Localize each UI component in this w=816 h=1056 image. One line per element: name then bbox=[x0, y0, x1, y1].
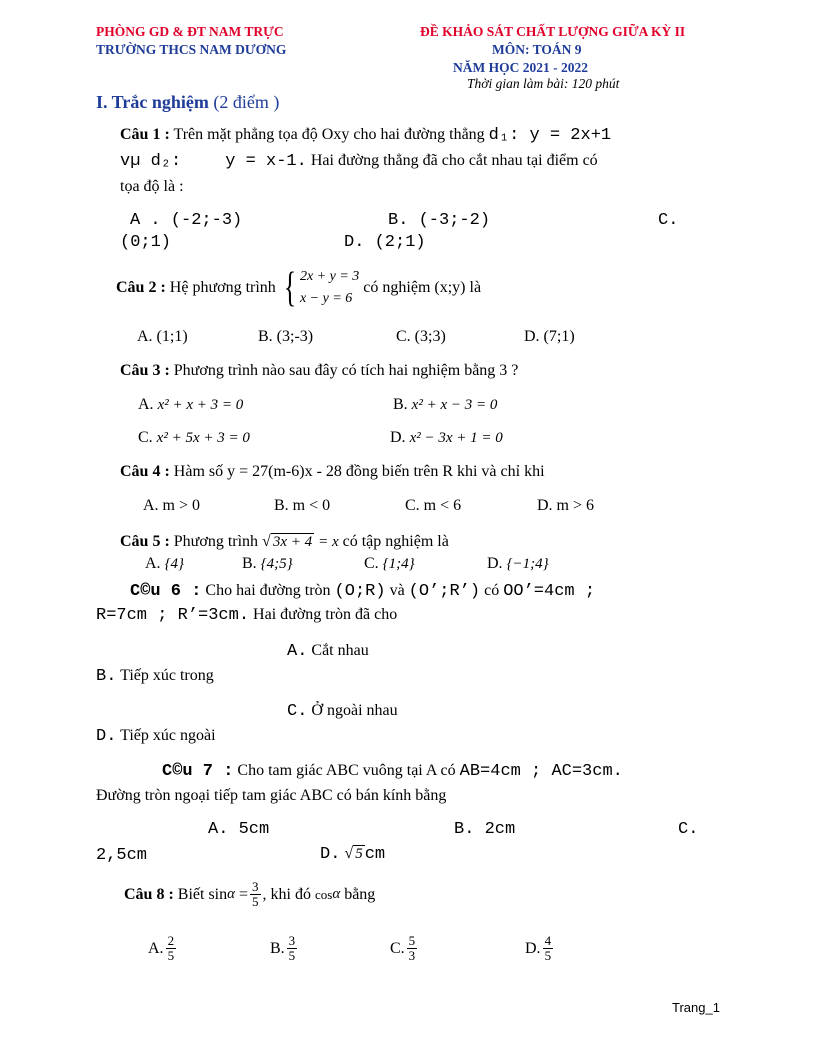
question-3-option-a-eq: x² + x + 3 = 0 bbox=[157, 397, 244, 413]
exam-title: ĐỀ KHẢO SÁT CHẤT LƯỢNG GIỮA KỲ II bbox=[420, 24, 686, 39]
question-4-text: Hàm số y = 27(m-6)x - 28 đồng biến trên R khi và chỉ khi bbox=[173, 463, 545, 480]
question-3-option-d-eq: x² − 3x + 1 = 0 bbox=[409, 430, 503, 446]
question-5-sqrt bbox=[262, 533, 314, 551]
question-8-option-d bbox=[525, 934, 555, 963]
question-8-option-b-den: 5 bbox=[288, 948, 296, 963]
question-2-text: Hệ phương trình bbox=[169, 279, 276, 296]
question-8-alpha: α bbox=[227, 886, 235, 902]
question-8-text: , khi đó bbox=[262, 885, 311, 903]
question-3-option-d-label: D. bbox=[390, 429, 406, 446]
question-6-option-d-text: Tiếp xúc ngoài bbox=[120, 727, 216, 744]
question-1-text-2: Hai đường thẳng đã cho cắt nhau tại điểm có bbox=[310, 152, 598, 169]
question-1-option-d: D. (2;1) bbox=[344, 233, 426, 252]
question-6-has: có bbox=[484, 582, 500, 599]
question-7-text: Cho tam giác ABC vuông tại A có bbox=[237, 762, 456, 779]
question-7-option-d bbox=[320, 845, 385, 864]
question-6-circle-1: (O;R) bbox=[334, 582, 386, 601]
question-1-line-1 bbox=[120, 126, 611, 145]
question-1-eq2: y = x-1. bbox=[225, 152, 307, 171]
question-8-fraction bbox=[250, 880, 261, 909]
question-6-label: C©u 6 : bbox=[130, 582, 202, 601]
question-3-option-c-label: C. bbox=[138, 429, 153, 446]
question-6-and: và bbox=[389, 582, 405, 599]
question-1-option-c: (0;1) bbox=[120, 233, 172, 252]
question-6-option-a bbox=[287, 642, 369, 661]
question-6-option-b-text: Tiếp xúc trong bbox=[120, 667, 214, 684]
question-8-option-b bbox=[270, 934, 299, 963]
question-1-eq1: d₁: y = 2x+1 bbox=[488, 126, 612, 145]
question-6-option-a-text: Cắt nhau bbox=[311, 642, 369, 659]
question-4-option-a: A. m > 0 bbox=[143, 497, 201, 514]
question-3-option-b-eq: x² + x − 3 = 0 bbox=[411, 397, 498, 413]
question-8-option-d-den: 5 bbox=[544, 948, 552, 963]
question-1-option-c-label: C. bbox=[658, 211, 679, 230]
question-8-text-2: bằng bbox=[344, 885, 376, 903]
question-6-option-b-label: B. bbox=[96, 667, 117, 686]
sqrt-icon: √ bbox=[262, 533, 271, 550]
question-8-option-a-den: 5 bbox=[167, 948, 175, 963]
question-5-option-a-label: A. bbox=[145, 555, 161, 572]
question-7-option-c: 2,5cm bbox=[96, 846, 148, 865]
question-8-option-a-frac bbox=[166, 934, 177, 963]
question-8-option-b-num: 3 bbox=[288, 933, 296, 948]
question-5-text: Phương trình bbox=[173, 533, 259, 550]
question-6-option-c-text: Ở ngoài nhau bbox=[311, 702, 398, 719]
question-5-option-a bbox=[145, 555, 184, 573]
question-8-den: 5 bbox=[252, 894, 259, 909]
question-5-option-a-set: {4} bbox=[164, 556, 185, 572]
question-7-line-2: Đường tròn ngoại tiếp tam giác ABC có bán kính bằng bbox=[96, 787, 447, 804]
question-5-option-b-label: B. bbox=[242, 555, 257, 572]
question-6-option-b bbox=[96, 667, 214, 686]
question-6-text: Cho hai đường tròn bbox=[205, 582, 331, 599]
question-3-option-a bbox=[138, 396, 243, 414]
question-5-option-c-set: {1;4} bbox=[382, 556, 415, 572]
question-5-radicand: 3x + 4 bbox=[272, 534, 313, 550]
question-5-option-d-set: {−1;4} bbox=[506, 556, 549, 572]
question-7-option-d-unit: cm bbox=[364, 845, 386, 864]
question-8-line bbox=[124, 880, 375, 909]
question-2-option-d: D. (7;1) bbox=[524, 328, 575, 345]
school-name: TRƯỜNG THCS NAM DƯƠNG bbox=[96, 42, 287, 57]
question-6-option-c bbox=[287, 702, 398, 721]
question-2-eq-top: 2x + y = 3 bbox=[299, 269, 360, 284]
question-7-option-d-sqrt bbox=[344, 845, 364, 863]
question-1-and: vµ d₂: bbox=[120, 152, 182, 171]
question-2-system bbox=[280, 266, 360, 310]
question-6-option-a-label: A. bbox=[287, 642, 308, 661]
question-8-eq: = bbox=[239, 885, 249, 903]
question-3-line bbox=[120, 362, 518, 380]
question-8-option-c-num: 5 bbox=[408, 933, 416, 948]
question-8-option-c-label: C. bbox=[390, 939, 405, 957]
section-title-text: I. Trắc nghiệm bbox=[96, 92, 209, 112]
brace-icon: { bbox=[283, 265, 296, 311]
question-6-circle-2: (O’;R’) bbox=[408, 582, 481, 601]
question-8-option-d-num: 4 bbox=[544, 933, 552, 948]
question-1-text: Trên mặt phẳng tọa độ Oxy cho hai đường thẳng bbox=[173, 126, 485, 143]
question-4-label: Câu 4 : bbox=[120, 463, 170, 480]
question-8-cos: cos bbox=[314, 886, 333, 902]
question-2-option-b: B. (3;-3) bbox=[258, 328, 314, 345]
exam-subject: MÔN: TOÁN 9 bbox=[492, 42, 582, 57]
question-5-option-b-set: {4;5} bbox=[260, 556, 293, 572]
question-8-option-b-label: B. bbox=[270, 939, 285, 957]
question-6-option-c-label: C. bbox=[287, 702, 308, 721]
question-4-option-d: D. m > 6 bbox=[537, 497, 595, 514]
question-5-text-2: có tập nghiệm là bbox=[342, 533, 449, 550]
question-7-option-d-label: D. bbox=[320, 845, 341, 864]
question-3-option-a-label: A. bbox=[138, 396, 154, 413]
school-department: PHÒNG GD & ĐT NAM TRỰC bbox=[96, 24, 284, 39]
question-3-option-b bbox=[393, 396, 497, 414]
question-7-option-c-label: C. bbox=[678, 820, 699, 839]
question-7-option-a: A. 5cm bbox=[208, 820, 270, 839]
question-5-line bbox=[120, 533, 449, 551]
question-2-text-2: có nghiệm (x;y) là bbox=[363, 279, 482, 296]
question-4-line bbox=[120, 463, 545, 481]
question-6-radii: R=7cm ; R’=3cm. bbox=[96, 606, 250, 625]
section-title bbox=[96, 92, 279, 113]
question-3-text: Phương trình nào sau đây có tích hai nghiệm bằng 3 ? bbox=[173, 362, 519, 379]
question-8-option-c bbox=[390, 934, 419, 963]
question-2-option-c: C. (3;3) bbox=[396, 328, 446, 345]
exam-duration: Thời gian làm bài: 120 phút bbox=[467, 76, 620, 91]
question-8-alpha-2: α bbox=[332, 886, 341, 902]
question-1-line-3: tọa độ là : bbox=[120, 178, 184, 195]
question-3-label: Câu 3 : bbox=[120, 362, 170, 379]
question-5-option-c-label: C. bbox=[364, 555, 379, 572]
question-1-option-b: B. (-3;-2) bbox=[388, 211, 491, 230]
question-4-option-b: B. m < 0 bbox=[274, 497, 331, 514]
question-6-distance: OO’=4cm ; bbox=[503, 582, 596, 601]
question-3-option-b-label: B. bbox=[393, 396, 408, 413]
question-1-label: Câu 1 : bbox=[120, 126, 170, 143]
question-8-num: 3 bbox=[252, 879, 259, 894]
question-1-option-a: A . (-2;-3) bbox=[130, 211, 243, 230]
question-8-option-d-frac bbox=[543, 934, 554, 963]
sqrt-icon: √ bbox=[344, 845, 354, 862]
question-6-line-1 bbox=[130, 582, 595, 601]
question-3-option-c-eq: x² + 5x + 3 = 0 bbox=[156, 430, 250, 446]
question-6-text-2: Hai đường tròn đã cho bbox=[253, 606, 398, 623]
question-2-label: Câu 2 : bbox=[116, 279, 166, 296]
question-8-option-a-num: 2 bbox=[167, 933, 175, 948]
question-6-line-2 bbox=[96, 606, 397, 625]
question-7-option-d-radicand: 5 bbox=[355, 846, 363, 862]
question-8-option-a-label: A. bbox=[148, 939, 164, 957]
question-2-option-a: A. (1;1) bbox=[137, 328, 188, 345]
question-2-line bbox=[116, 266, 481, 310]
question-6-option-d-label: D. bbox=[96, 727, 117, 746]
question-5-label: Câu 5 : bbox=[120, 533, 170, 550]
page-number: Trang_1 bbox=[672, 1000, 720, 1015]
question-8-option-a bbox=[148, 934, 178, 963]
question-8-option-d-label: D. bbox=[525, 939, 541, 957]
question-3-option-c bbox=[138, 429, 250, 447]
question-5-rhs: = x bbox=[318, 534, 339, 550]
question-4-option-c: C. m < 6 bbox=[405, 497, 462, 514]
question-8-option-b-frac bbox=[287, 934, 298, 963]
question-8-label: Câu 8 : bbox=[124, 885, 174, 903]
question-5-option-d bbox=[487, 555, 549, 573]
question-5-option-b bbox=[242, 555, 293, 573]
question-5-option-c bbox=[364, 555, 415, 573]
question-8-option-c-den: 3 bbox=[408, 948, 416, 963]
question-1-line-2 bbox=[120, 152, 598, 171]
question-7-option-b: B. 2cm bbox=[454, 820, 516, 839]
question-7-label: C©u 7 : bbox=[162, 762, 234, 781]
school-year: NĂM HỌC 2021 - 2022 bbox=[453, 60, 588, 75]
question-7-sides: AB=4cm ; AC=3cm. bbox=[459, 762, 623, 781]
question-5-option-d-label: D. bbox=[487, 555, 503, 572]
question-7-line-1 bbox=[162, 762, 623, 781]
question-3-option-d bbox=[390, 429, 503, 447]
question-2-eq-bottom: x − y = 6 bbox=[299, 291, 353, 306]
question-8-sin: Biết sin bbox=[177, 885, 228, 903]
question-8-option-c-frac bbox=[407, 934, 418, 963]
section-points: (2 điểm ) bbox=[213, 92, 280, 112]
question-6-option-d bbox=[96, 727, 216, 746]
